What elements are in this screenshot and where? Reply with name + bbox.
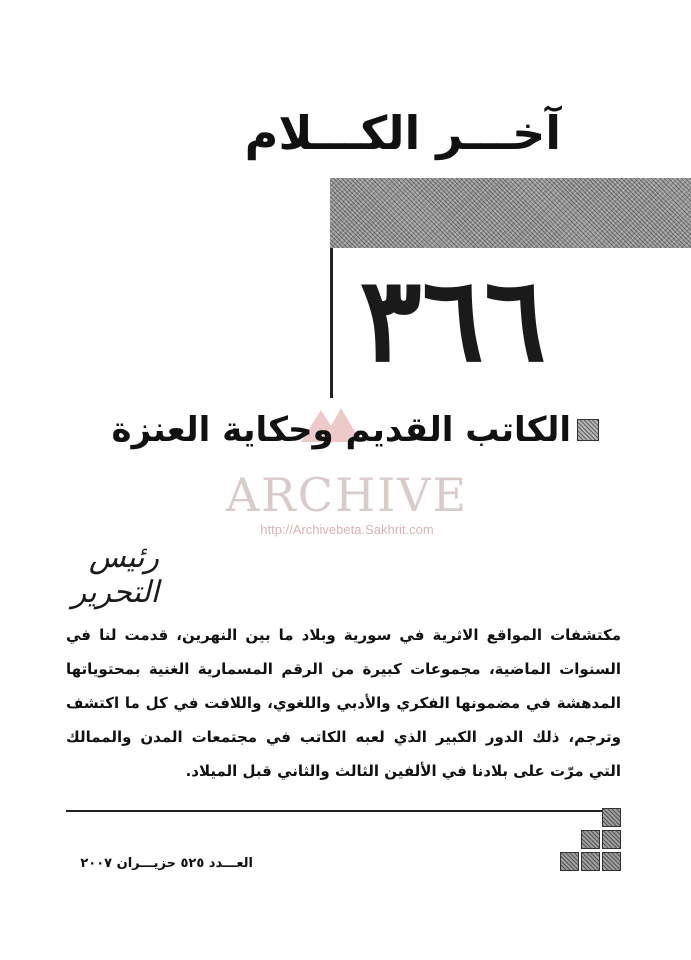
hatched-banner: [330, 178, 691, 248]
issue-footer: العـــدد ٥٢٥ حزيـــران ٢٠٠٧: [80, 856, 253, 871]
issue-big-number: ٣٦٦: [359, 252, 547, 388]
author-signature: رئيس التحرير: [71, 540, 159, 610]
deco-square: [560, 852, 579, 871]
article-title-row: [112, 410, 599, 450]
article-body: مكتشفات المواقع الاثرية في سورية وبلاد ما بين النهرين، قدمت لنا في السنوات الماضية، مجموعات كبيرة من الرقم المسمارية الغنية بمحتوياتها المدهشة في مضمونها الفكري والأدبي واللغوي، واللافت في كل ما اكتشف وترجم، ذلك الدور الكبير الذي لعبه الكاتب في مجتمعات المدن والممالك التي مرّت على بلادنا في الألفين الثالث والثاني قبل الميلاد.: [66, 626, 621, 780]
bullet-square-icon: [577, 419, 599, 441]
body-end-rule: [66, 810, 621, 812]
deco-square: [581, 852, 600, 871]
deco-square: [602, 808, 621, 827]
deco-square: [602, 830, 621, 849]
article-title: الكاتب القديم وحكاية العنزة: [111, 410, 571, 450]
watermark-url: http://Archivebeta.Sakhrit.com: [260, 522, 434, 537]
archive-watermark: ARCHIVE: [225, 468, 469, 522]
decorative-squares: [560, 808, 624, 874]
deco-square: [602, 852, 621, 871]
section-title: آخـــر الكـــلام: [244, 106, 561, 160]
deco-square: [581, 830, 600, 849]
vertical-rule: [330, 248, 333, 398]
